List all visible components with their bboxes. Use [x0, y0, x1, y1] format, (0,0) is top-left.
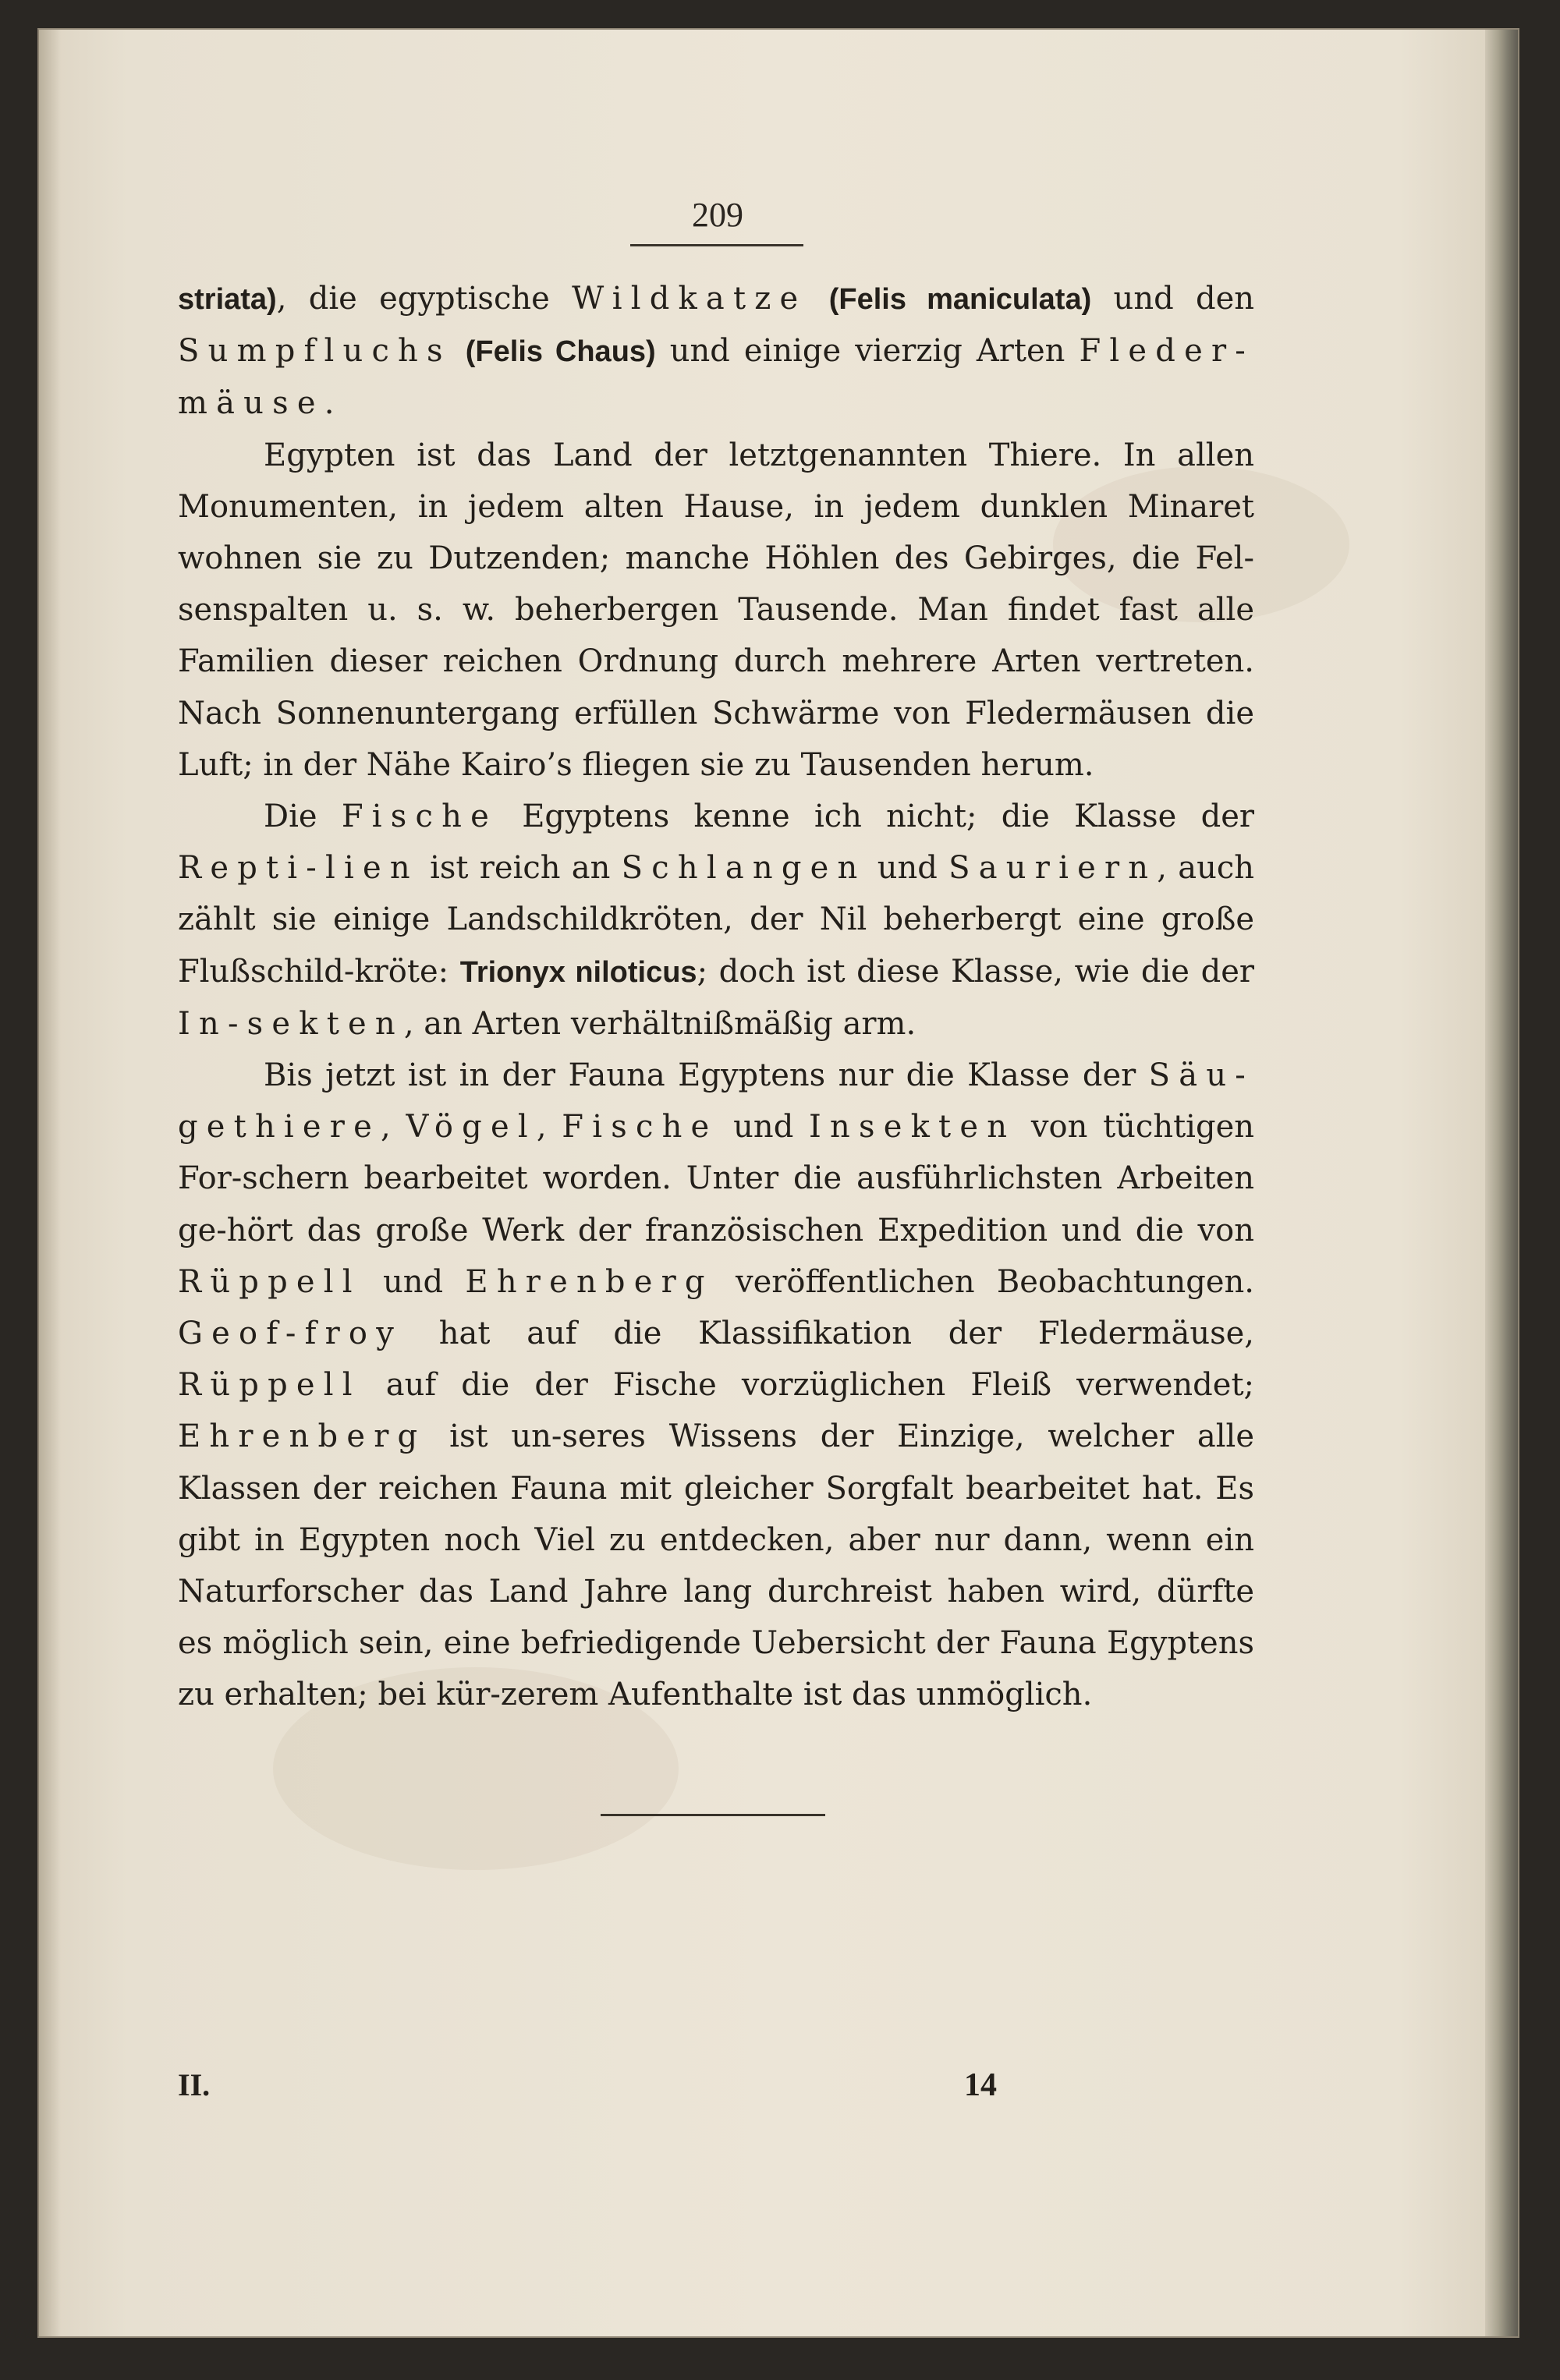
emphasized-term: Sumpfluchs — [178, 333, 452, 370]
text-run: , — [536, 1109, 562, 1146]
text-run: veröffentlichen Beobachtungen. — [713, 1263, 1254, 1300]
text-run: , die egyptische — [276, 281, 573, 317]
text-run: ist un-seres Wissens der Einzige, welcher alle Klassen der reichen Fauna mit gleicher Sorgfalt bearbeitet hat. Es gibt in Egypten noch Viel zu entdecken, aber nur dann, wenn ein Naturforscher das Land Jahre lang durchreist haben wird, dürfte es möglich sein, eine befriedigende Uebersicht der Fauna Egyptens zu erhalten; bei kür-zerem Aufenthalte ist das unmöglich. — [178, 1418, 1254, 1713]
emphasized-term: Rüppell — [178, 1367, 361, 1404]
text-run: ist reich an — [418, 850, 622, 887]
text-run: ; doch ist diese Klasse, wie die der — [697, 953, 1254, 990]
body-text — [178, 273, 1254, 1721]
emphasized-term: Wildkatze — [572, 281, 807, 317]
emphasized-term: Vögel — [406, 1109, 537, 1146]
emphasized-term: Säu-gethiere — [178, 1057, 1254, 1146]
text-run: auf die der Fische vorzüglichen Fleiß verwendet; — [360, 1367, 1254, 1404]
text-run — [452, 333, 466, 369]
text-run: Egyptens kenne ich nicht; die Klasse der — [497, 799, 1255, 835]
paragraph — [178, 430, 1254, 791]
text-run: hat auf die Klassifikation der Fledermäuse, — [402, 1316, 1254, 1352]
emphasized-term: Ehrenberg — [465, 1263, 714, 1300]
text-run: und — [360, 1263, 466, 1300]
emphasized-term: Fleder-mäuse — [178, 333, 1254, 422]
signature-mark: II. — [178, 2067, 211, 2102]
emphasized-term: Geof-froy — [178, 1316, 403, 1352]
text-run: von tüchtigen For-schern bearbeitet worden. Unter die ausführlichsten Arbeiten ge-hört das große Werk der französischen Expedition und die von — [178, 1109, 1254, 1248]
sheet-number: 14 — [964, 2067, 997, 2103]
emphasized-term: Rüppell — [178, 1263, 361, 1300]
text-run: , an Arten verhältnißmäßig arm. — [403, 1005, 916, 1042]
text-run: . — [324, 385, 335, 422]
paragraph — [178, 1050, 1254, 1721]
text-run: Bis jetzt ist in der Fauna Egyptens nur die Klasse der — [264, 1057, 1149, 1094]
emphasized-term: Sauriern — [948, 850, 1158, 887]
page-edge — [1485, 30, 1518, 2336]
text-run: und — [866, 850, 949, 887]
latin-name: (Felis maniculata) — [828, 283, 1092, 316]
latin-name: striata) — [178, 283, 277, 316]
emphasized-term: Schlangen — [621, 850, 867, 887]
emphasized-term: Ehrenberg — [178, 1418, 427, 1455]
latin-name: (Felis Chaus) — [465, 335, 656, 369]
emphasized-term: Insekten — [809, 1109, 1016, 1146]
text-run: , auch zählt sie einige Landschildkröten, der Nil beherbergt eine große Flußschild-kröte: — [178, 850, 1255, 990]
text-run: Die — [264, 799, 342, 835]
paragraph — [178, 273, 1254, 430]
page-number: 209 — [692, 196, 743, 234]
header-rule — [630, 244, 803, 246]
text-run: und einige vierzig Arten — [655, 333, 1080, 370]
text-run — [807, 281, 828, 317]
text-run: und — [718, 1109, 810, 1146]
spine-shadow — [39, 30, 61, 2336]
emphasized-term: In-sekten — [178, 1005, 404, 1042]
end-rule — [601, 1814, 825, 1816]
text-run: Egypten ist das Land der letztgenannten Thiere. In allen Monumenten, in jedem alten Hause, in jedem dunklen Minaret wohnen sie zu Dutzenden; manche Höhlen des Gebirges, die Fel-senspalten u. s. w. beherbergen Tausende. Man findet fast alle Familien dieser reichen Ordnung durch mehrere Arten vertreten. Nach Sonnenuntergang erfüllen Schwärme von Fledermäusen die Luft; in der Nähe Kairo’s fliegen sie zu Tausenden herum. — [178, 437, 1254, 783]
emphasized-term: Repti-lien — [178, 850, 419, 887]
text-run: , — [380, 1109, 406, 1146]
emphasized-term: Fische — [562, 1109, 718, 1146]
latin-name: Trionyx niloticus — [459, 955, 697, 989]
paragraph — [178, 791, 1254, 1050]
text-run: und den — [1091, 281, 1255, 317]
emphasized-term: Fische — [341, 799, 498, 835]
